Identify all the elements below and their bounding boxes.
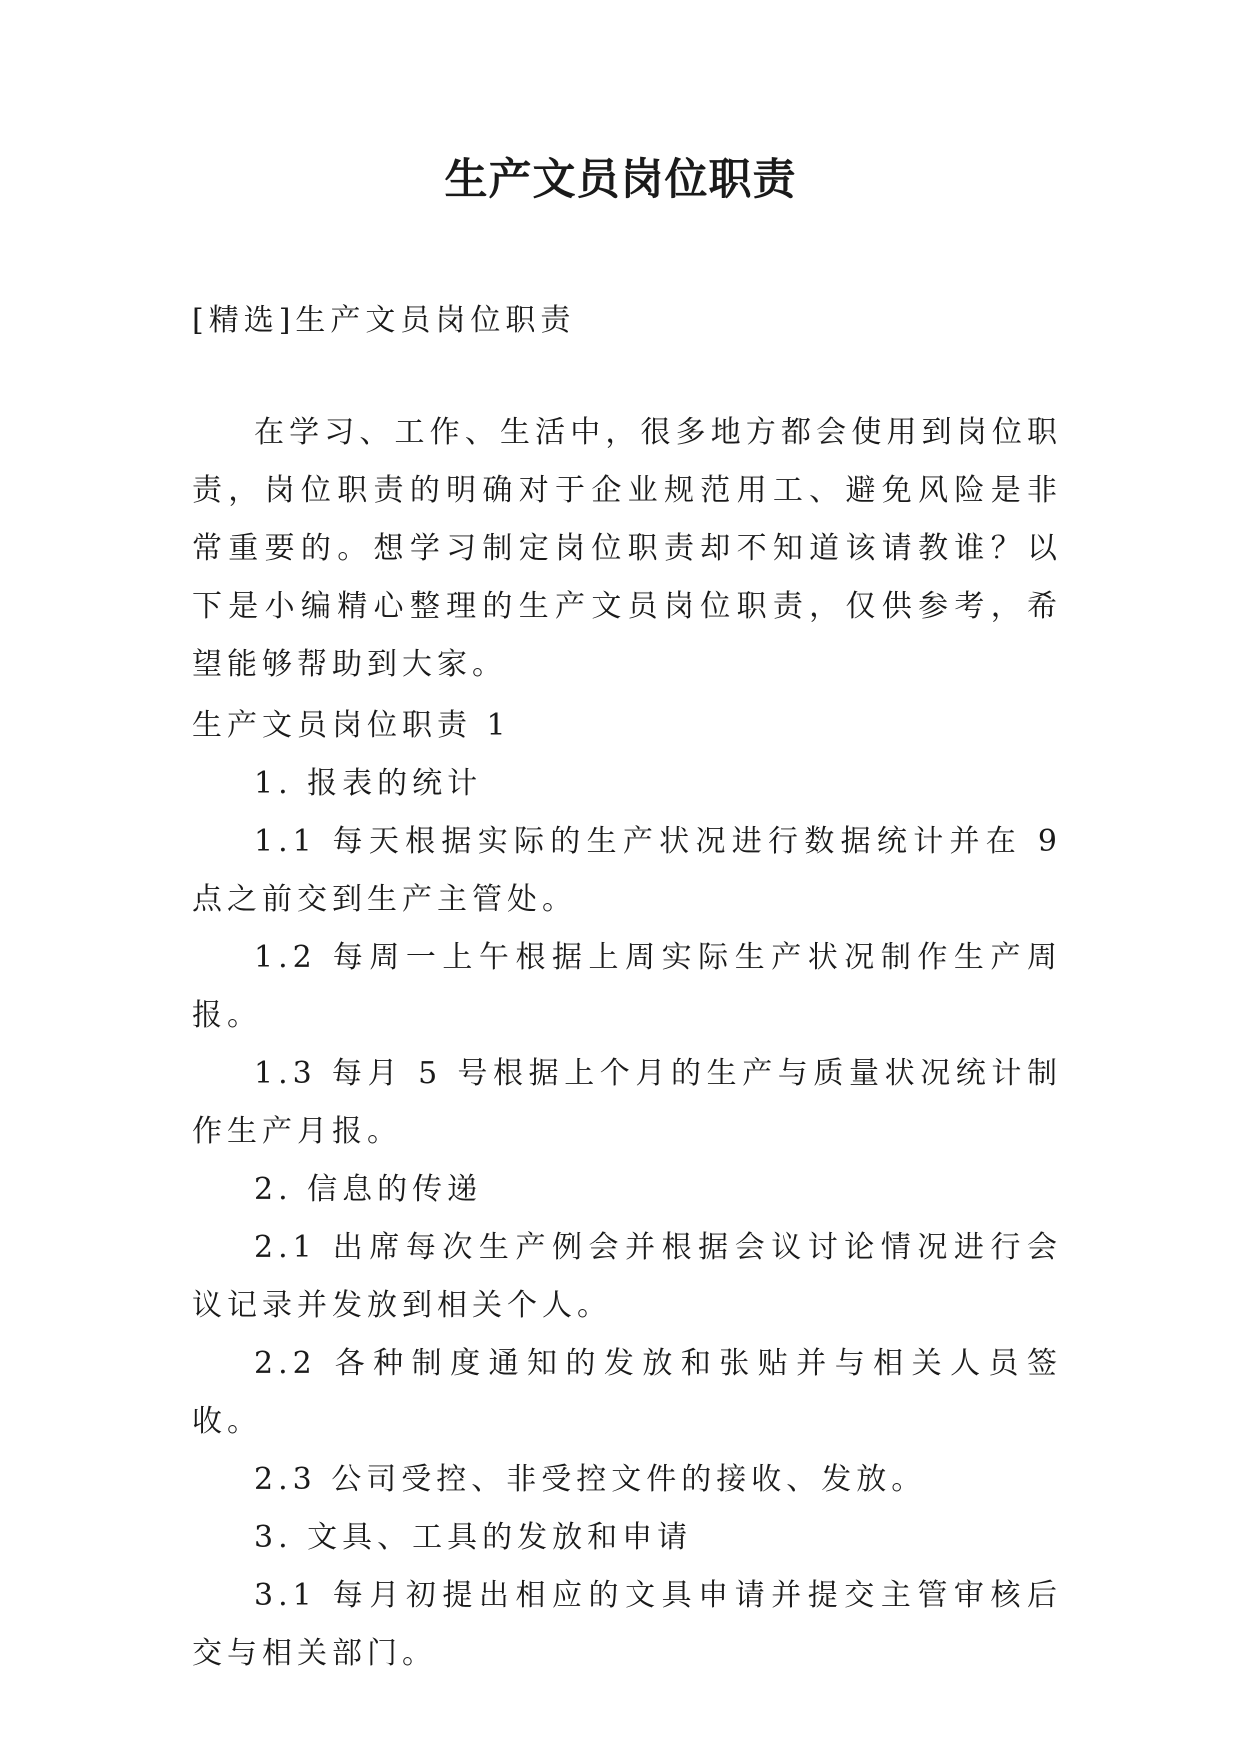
document-subtitle: [精选]生产文员岗位职责 [192,303,576,338]
duty-item: 2.2 各种制度通知的发放和张贴并与相关人员签收。 [192,1346,1062,1439]
intro-paragraph: 在学习、工作、生活中，很多地方都会使用到岗位职责，岗位职责的明确对于企业规范用工、避免风险是非常重要的。想学习制定岗位职责却不知道该请教谁？以下是小编精心整理的生产文员岗位职责，仅供参考，希望能够帮助到大家。 [192,415,1062,682]
duty-item: 1.1 每天根据实际的生产状况进行数据统计并在 9 点之前交到生产主管处。 [192,824,1062,917]
duty-item: 1. 报表的统计 [254,766,483,801]
section-heading: 生产文员岗位职责 1 [192,708,511,743]
duty-item: 2. 信息的传递 [254,1172,483,1207]
duty-item: 3.1 每月初提出相应的文具申请并提交主管审核后交与相关部门。 [192,1578,1062,1671]
duty-item: 3. 文具、工具的发放和申请 [254,1520,693,1555]
document-title: 生产文员岗位职责 [444,155,797,205]
duty-section [192,697,1062,1683]
duty-item: 2.1 出席每次生产例会并根据会议讨论情况进行会议记录并发放到相关个人。 [192,1230,1062,1323]
duty-item: 2.3 公司受控、非受控文件的接收、发放。 [254,1462,927,1497]
duty-item: 1.3 每月 5 号根据上个月的生产与质量状况统计制作生产月报。 [192,1056,1062,1149]
duty-item: 1.2 每周一上午根据上周实际生产状况制作生产周报。 [192,940,1062,1033]
